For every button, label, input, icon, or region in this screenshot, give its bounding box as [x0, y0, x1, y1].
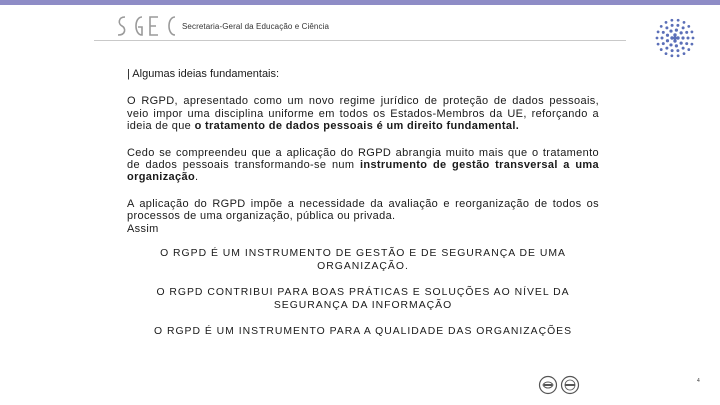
- top-accent-bar: [0, 0, 720, 5]
- certification-seal-icon: [540, 377, 557, 394]
- emblem-dot: [657, 30, 660, 33]
- emblem-dot: [676, 49, 679, 52]
- emblem-dot: [675, 44, 678, 47]
- page-number: 4: [697, 378, 700, 384]
- emblem-dot: [673, 36, 677, 40]
- emblem-dot: [661, 37, 664, 40]
- emblem-dot: [660, 48, 663, 51]
- emblem-dot: [685, 31, 688, 34]
- emblem-dot: [670, 54, 673, 57]
- emblem-dot: [673, 39, 676, 42]
- emblem-dot: [676, 36, 679, 39]
- organization-name: Secretaria-Geral da Educação e Ciência: [182, 21, 329, 31]
- emblem-dot: [687, 48, 690, 51]
- emblem-dot: [665, 21, 668, 24]
- slide-content: [127, 68, 599, 351]
- header-divider: [94, 40, 626, 41]
- emblem-dot: [673, 33, 676, 36]
- emblem-dot: [662, 42, 665, 45]
- header-logo: [112, 12, 329, 40]
- emblem-dot: [680, 42, 683, 45]
- emblem-dot: [657, 43, 660, 46]
- footer-certification-logos: [538, 375, 582, 395]
- emblem-dot: [669, 29, 672, 32]
- emblem-dot: [691, 43, 694, 46]
- emblem-dot: [670, 36, 673, 39]
- emblem-dot: [677, 54, 680, 57]
- sgec-logo-icon: [112, 12, 178, 40]
- paragraph-rgpd-regime: O RGPD, apresentado como um novo regime jurídico de proteção de dados pessoais, veio impor uma disciplina uniforme em todos os Estados-Membros da UE, reforçando a ideia de que o tratamento de dados pessoais é um direito fundamental.: [127, 95, 599, 133]
- emblem-dot: [675, 29, 678, 32]
- emblem-dot: [665, 52, 668, 55]
- emblem-dot: [671, 24, 674, 27]
- statement-management-security: O RGPD É UM INSTRUMENTO DE GESTÃO E DE SEGURANÇA DE UMA ORGANIZAÇÃO.: [160, 248, 566, 273]
- quality-seal-icon: [562, 377, 579, 394]
- emphasis-transversal-instrument: instrumento de gestão transversal a uma organização: [127, 159, 599, 184]
- emblem-dot: [666, 34, 669, 37]
- emblem-dot: [680, 31, 683, 34]
- emblem-dot: [682, 26, 685, 29]
- emblem-dot: [692, 37, 695, 40]
- emblem-dot: [687, 37, 690, 40]
- emblem-dot: [656, 37, 659, 40]
- emblem-dot: [685, 42, 688, 45]
- paragraph-management-instrument: Cedo se compreendeu que a aplicação do RGPD abrangia muito mais que o tratamento de dados pessoais transformando-se num instrumento de gestão transversal a uma organização.: [127, 146, 599, 184]
- section-heading: | Algumas ideias fundamentais:: [127, 68, 280, 80]
- emblem-dot: [691, 30, 694, 33]
- emblem-dot: [662, 31, 665, 34]
- emblem-dot: [666, 39, 669, 42]
- emblem-dot: [660, 25, 663, 28]
- emblem-dot: [687, 25, 690, 28]
- emblem-dot: [671, 49, 674, 52]
- emblem-dot: [665, 47, 668, 50]
- emblem-dot: [683, 52, 686, 55]
- emblem-dot: [682, 47, 685, 50]
- emblem-dot: [676, 24, 679, 27]
- statement-quality: O RGPD É UM INSTRUMENTO PARA A QUALIDADE DAS ORGANIZAÇÕES: [153, 326, 573, 338]
- emblem-dot: [677, 19, 680, 22]
- emphasis-fundamental-right: o tratamento de dados pessoais é um direito fundamental.: [194, 120, 520, 133]
- emblem-dot: [665, 26, 668, 29]
- eu-stars-emblem-icon: [655, 18, 695, 58]
- emblem-dot: [669, 43, 672, 46]
- emblem-dot: [670, 19, 673, 22]
- assim-label: Assim: [127, 222, 159, 235]
- paragraph-process-reorganization: A aplicação do RGPD impõe a necessidade da avaliação e reorganização de todos os processos de uma organização, pública ou privada. Assim: [127, 197, 599, 235]
- emblem-dot: [681, 36, 684, 39]
- statement-good-practices: O RGPD CONTRIBUI PARA BOAS PRÁTICAS E SOLUÇÕES AO NÍVEL DA SEGURANÇA DA INFORMAÇÃO: [156, 287, 570, 312]
- emblem-dot: [683, 21, 686, 24]
